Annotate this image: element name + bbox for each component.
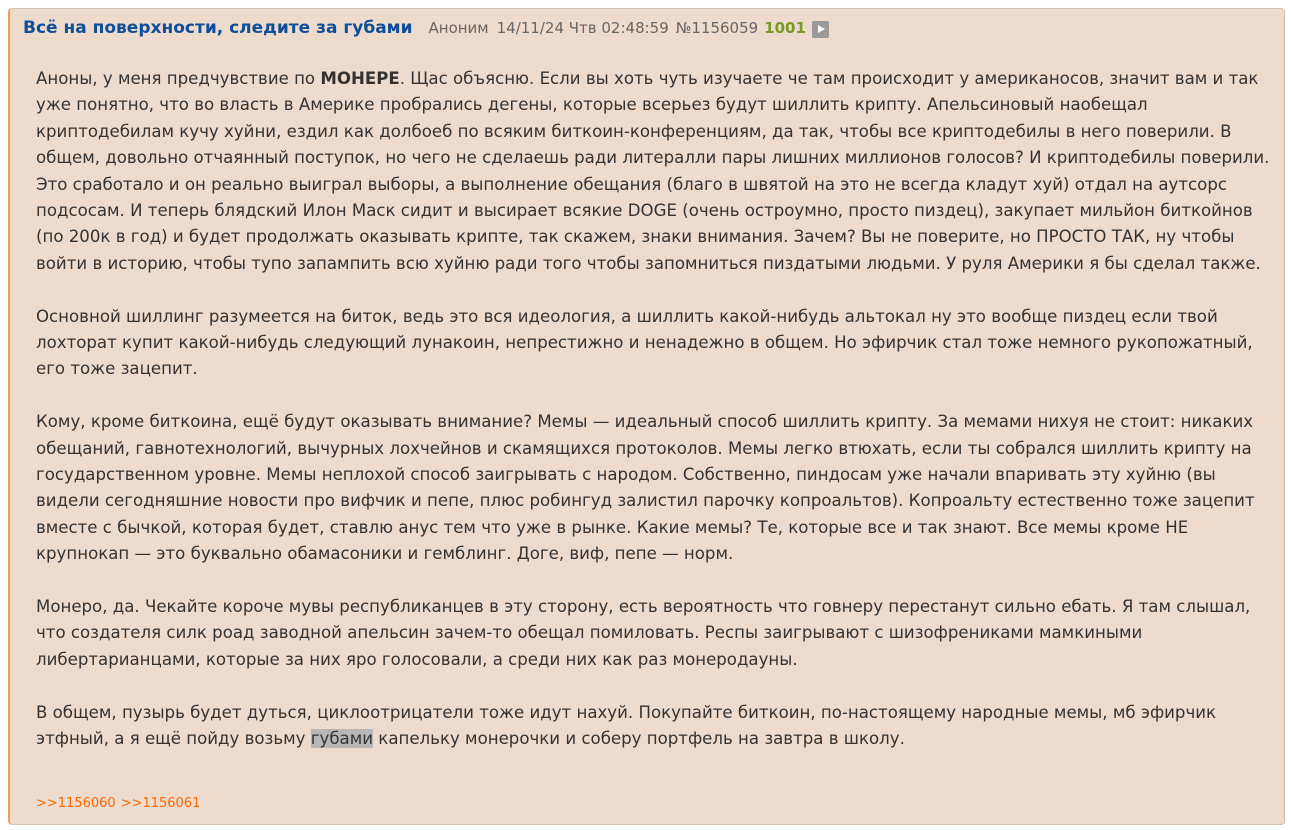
paragraph-text: капельку монерочки и соберу портфель на завтра в школу. xyxy=(373,729,905,749)
post-author: Аноним xyxy=(428,19,489,37)
post-header xyxy=(23,18,829,38)
post-paragraph xyxy=(36,66,1271,277)
post-body xyxy=(36,66,1271,779)
paragraph-text: В общем, пузырь будет дуться, циклоотрицатели тоже идут нахуй. Покупайте биткоин, по-настоящему народные мемы, мб эфирчик этфный, а я ещё пойду возьму xyxy=(36,702,1217,749)
post-number[interactable]: №1156059 xyxy=(675,19,759,37)
reply-links xyxy=(36,796,205,811)
reply-link[interactable]: >>1156060 xyxy=(36,796,116,811)
post-paragraph: Монеро, да. Чекайте короче мувы республиканцев в эту сторону, есть вероятность что говнеру перестанут сильно ебать. Я там слышал, что создателя силк роад заводной апельсин зачем-то обещал помиловать. Респы заигрывают с шизофрениками мамкиными либертарианцами, которые за них яро голосовали, а среди них как раз монеродауны. xyxy=(36,597,1251,669)
reply-link[interactable]: >>1156061 xyxy=(120,796,201,811)
post-paragraph xyxy=(36,700,1271,753)
post-datetime: 14/11/24 Чтв 02:48:59 xyxy=(496,19,669,37)
post-count: 1001 xyxy=(764,19,806,37)
paragraph-text: . Щас объясню. Если вы хоть чуть изучаете че там происходит у американосов, значит вам и так уже понятно, что во власть в Америке пробрались дегены, которые всерьез будут шиллить крипту. Апельсиновый наобещал криптодебилам кучу хуйни, ездил как долбоеб по всяким биткоин-конференциям, да так, чтобы все криптодебилы в него поверили. В общем, довольно отчаянный поступок, но чего не сделаешь ради литералли пары лишних миллионов голосов? И криптодебилы поверили. Это сработало и он реально выиграл выборы, а выполнение обещания (благо в швятой на это не всегда кладут хуй) отдал на аутсорс подсосам. И теперь блядский Илон Маск сидит и высирает всякие DOGE (очень остроумно, просто пиздец), закупает мильйон биткойнов (по 200к в год) и будет продолжать оказывать крипте, так скажем, знаки внимания. Зачем? Вы не поверите, но ПРОСТО ТАК, ну чтобы войти в историю, чтобы тупо запампить всю хуйню ради того чтобы запомниться пиздатыми людьми. У руля Америки я бы сделал также. xyxy=(36,69,1270,273)
post-paragraph: Основной шиллинг разумеется на биток, ведь это вся идеология, а шиллить какой-нибудь альтокал ну это вообще пиздец если твой лохторат купит какой-нибудь следующий лунакоин, непрестижно и ненадежно в общем. Но эфирчик стал тоже немного рукопожатный, его тоже зацепит. xyxy=(36,306,1253,379)
play-icon[interactable] xyxy=(812,21,829,38)
post-paragraph: Кому, кроме биткоина, ещё будут оказывать внимание? Мемы — идеальный способ шиллить крипту. За мемами нихуя не стоит: никаких обещаний, гавнотехнологий, вычурных лохчейнов и скамящихся протоколов. Мемы легко втюхать, если ты собрался шиллить крипту на государственном уровне. Мемы неплохой способ заигрывать с народом. Собственно, пиндосам уже начали впаривать эту хуйню (вы видели сегодняшние новости про вифчик и пепе, плюс робингуд залистил парочку копроальтов). Копроальту естественно тоже зацепит вместе с бычкой, которая будет, ставлю анус тем что уже в рынке. Какие мемы? Те, которые все и так знают. Все мемы кроме НЕ крупнокап — это буквально обамасоники и гемблинг. Доге, виф, пепе — норм. xyxy=(36,412,1255,564)
post-title: Всё на поверхности, следите за губами xyxy=(23,18,413,38)
paragraph-text: Аноны, у меня предчувствие по xyxy=(36,69,321,88)
bold-text: МОНЕРЕ xyxy=(320,69,400,88)
post xyxy=(8,8,1285,825)
spoiler-text[interactable]: губами xyxy=(310,729,374,749)
